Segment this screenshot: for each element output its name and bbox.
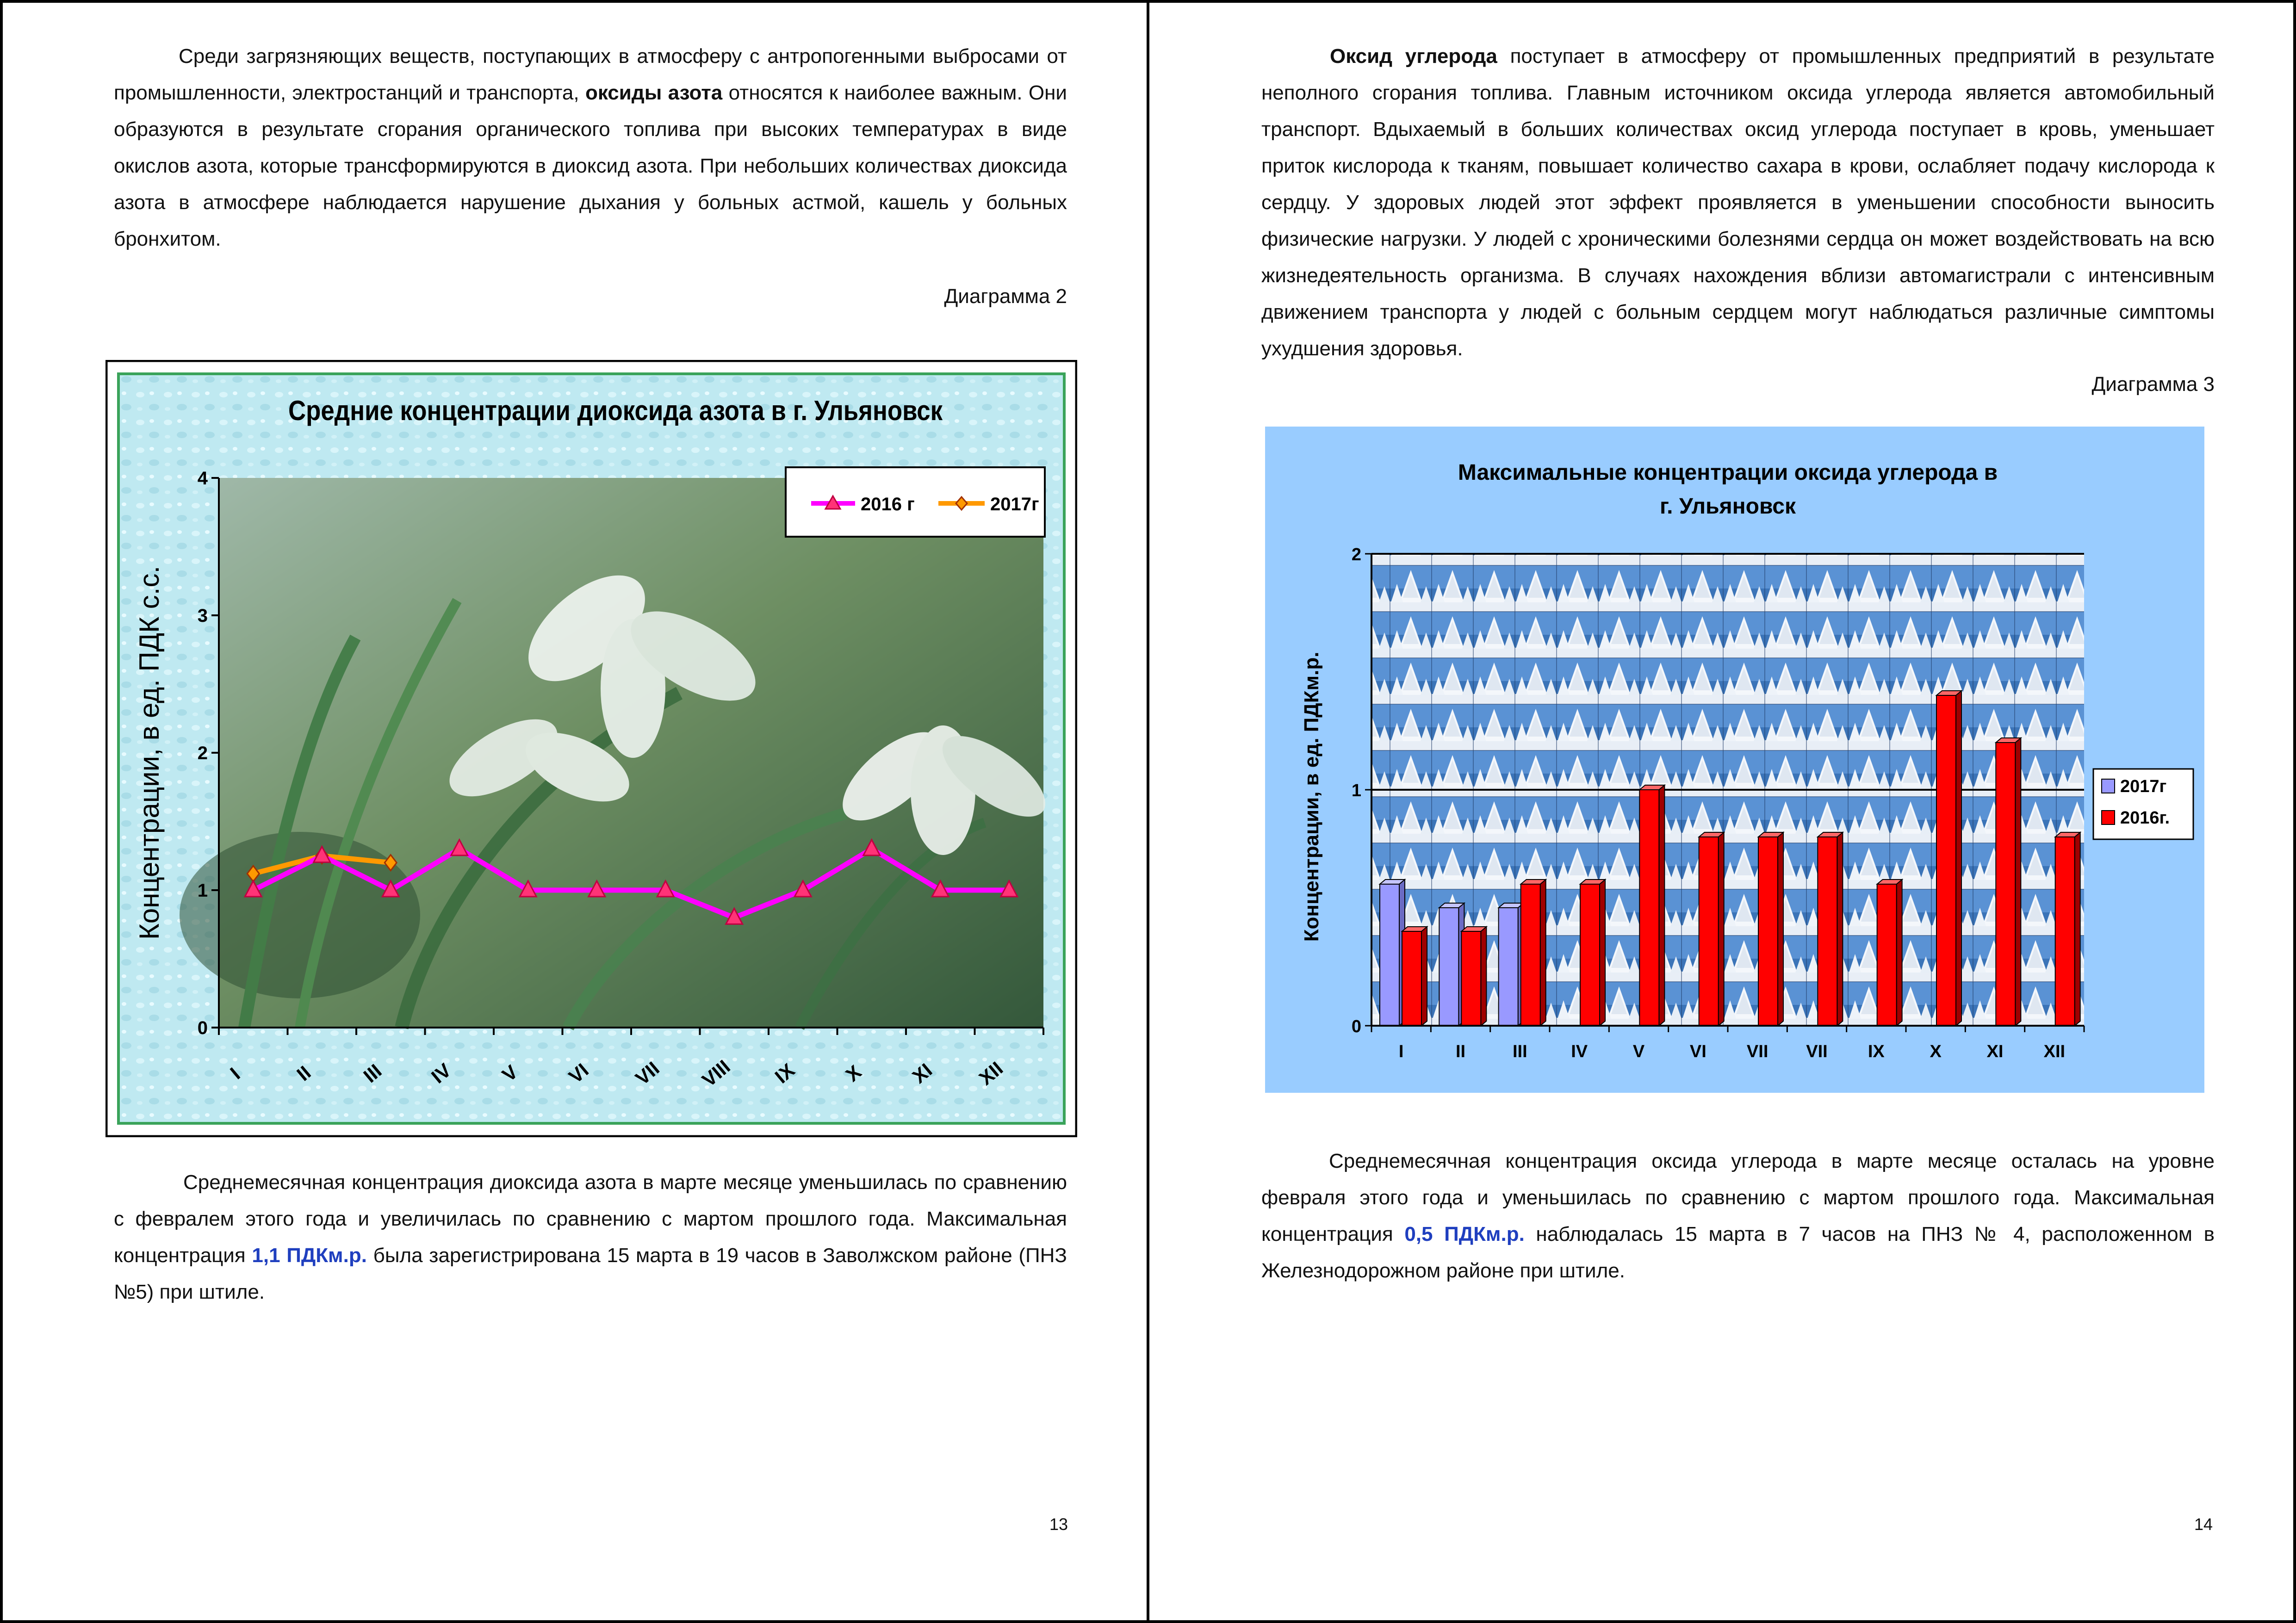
chart3-x-tick-label: VII [1746, 1042, 1769, 1061]
chart3-x-tick-label: VII [1806, 1042, 1828, 1061]
chart2-legend [786, 467, 1045, 537]
chart2-y-tick-label: 3 [197, 606, 208, 626]
no2-line-chart [105, 360, 1077, 1137]
chart2-x-tick-label: X [841, 1060, 866, 1086]
chart3-x-tick-label: I [1398, 1042, 1404, 1061]
chart3-x-tick-label: XII [2043, 1042, 2066, 1061]
chart2-x-tick-label: IV [427, 1059, 455, 1088]
no2-max-concentration: 1,1 ПДКм.р. [252, 1244, 367, 1267]
co-max-concentration: 0,5 ПДКм.р. [1404, 1223, 1525, 1245]
chart3-bar-2016 [1996, 738, 2021, 1026]
chart3-bar-2016 [1936, 691, 1961, 1026]
diagram-2-caption: Диаграмма 2 [944, 285, 1067, 308]
chart3-y-tick-label: 2 [1351, 545, 1361, 564]
chart3-bar-2016 [1758, 832, 1783, 1026]
page-number-14: 14 [2194, 1515, 2213, 1534]
chart2-x-tick-label: XI [908, 1059, 937, 1088]
chart3-x-tick-label: XI [1986, 1042, 2004, 1061]
chart2-y-axis-label: Концентрации, в ед. ПДК с.с. [134, 565, 165, 940]
bold-term-carbon-monoxide: Оксид углерода [1330, 45, 1497, 68]
chart3-bar-2016 [1699, 832, 1724, 1026]
chart2-x-tick-label: II [292, 1061, 315, 1085]
chart3-bar-2016 [1818, 832, 1843, 1026]
legend-2016-label: 2016 г [861, 494, 915, 514]
chart2-x-tick-label: VI [565, 1059, 593, 1088]
chart3-bar-2017 [1499, 903, 1524, 1026]
chart3-bar-2016 [1461, 927, 1486, 1026]
chart3-x-tick-label: IV [1571, 1042, 1588, 1061]
chart3-x-tick-label: VI [1689, 1042, 1706, 1061]
legend-2016-label: 2016г. [2120, 808, 2170, 828]
chart3-bar-2016 [1402, 927, 1427, 1026]
legend-2017-label: 2017г [990, 494, 1039, 514]
chart2-plot-area [180, 467, 1058, 1028]
legend-2016-swatch [2102, 811, 2115, 824]
chart2-x-tick-label: I [226, 1063, 244, 1084]
no2-march-paragraph: Среднемесячная концентрация диоксида азота в марте месяце уменьшилась по сравнению с февралем этого года и увеличилась по сравнению с мартом прошлого года. Максимальная концентрация 1,1 ПДКм.р. была зарегистрирована 15 марта в 19 часов в Заволжском районе (ПНЗ №5) при штиле. [114, 1171, 1067, 1303]
chart2-y-tick-label: 2 [197, 743, 208, 763]
co-march-paragraph: Среднемесячная концентрация оксида углерода в марте месяце осталась на уровне февраля этого года и уменьшилась по сравнению с мартом прошлого года. Максимальная концентрация 0,5 ПДКм.р. наблюдалась 15 марта в 7 часов на ПНЗ № 4, расположенном в Железнодорожном районе при штиле. [1261, 1150, 2215, 1282]
chart2-x-tick-label: V [498, 1060, 522, 1086]
diagram-3-caption: Диаграмма 3 [2091, 373, 2215, 396]
chart2-y-tick-label: 4 [197, 468, 208, 489]
chart2-title: Средние концентрации диоксида азота в г. Ульяновск [288, 395, 943, 426]
chart2-x-tick-label: VII [631, 1057, 664, 1090]
chart3-x-tick-label: V [1632, 1042, 1645, 1061]
chart3-x-tick-label: IX [1868, 1042, 1885, 1061]
chart3-bar-2017 [1380, 880, 1405, 1026]
chart3-x-tick-label: II [1455, 1042, 1466, 1061]
chart3-y-tick-label: 1 [1351, 781, 1361, 800]
chart3-x-tick-label: X [1930, 1042, 1942, 1061]
legend-2017-label: 2017г [2120, 777, 2167, 796]
co-intro-paragraph: Оксид углерода поступает в атмосферу от промышленных предприятий в результате неполного сгорания топлива. Главным источником оксида углерода является автомобильный транспорт. Вдыхаемый в больших количествах оксид углерода поступает в кровь, уменьшает приток кислорода к тканям, повышает количество сахара в крови, ослабляет подачу кислорода к сердцу. У здоровых людей этот эффект проявляется в уменьшении способности выносить физические нагрузки. У людей с хроническими болезнями сердца он может воздействовать на всю жизнедеятельность организма. В случаях нахождения вблизи автомагистрали с интенсивным движением транспорта у людей с больным сердцем могут наблюдаться различные симптомы ухудшения здоровья. [1261, 45, 2215, 360]
chart3-y-axis-label: Концентрации, в ед. ПДКм.р. [1300, 651, 1323, 942]
chart3-bar-2016 [1877, 880, 1902, 1026]
chart3-title-line2: г. Ульяновск [1659, 494, 1796, 519]
chart3-title-line1: Максимальные концентрации оксида углерода в [1458, 460, 1998, 485]
chart2-x-tick-label: III [359, 1059, 386, 1087]
chart3-x-tick-label: III [1512, 1042, 1527, 1061]
chart2-y-tick-label: 1 [197, 880, 208, 901]
chart3-bar-2016 [1639, 785, 1664, 1026]
chart2-y-tick-label: 0 [197, 1018, 208, 1038]
chart3-legend [2093, 769, 2193, 839]
co-bar-chart [1265, 427, 2204, 1093]
chart2-x-tick-label: VIII [698, 1055, 734, 1091]
chart3-bar-2016 [1521, 880, 1546, 1026]
page-number-13: 13 [1049, 1515, 1068, 1534]
bold-term-nitrogen-oxides: оксиды азота [585, 81, 723, 104]
page-14 [1147, 0, 2296, 1623]
chart2-x-tick-label: IX [770, 1059, 799, 1088]
chart3-y-tick-label: 0 [1351, 1017, 1361, 1036]
legend-2017-swatch [2102, 779, 2115, 793]
chart3-bar-2017 [1439, 903, 1464, 1026]
chart3-bar-2016 [1580, 880, 1605, 1026]
no2-intro-paragraph: Среди загрязняющих веществ, поступающих в атмосферу с антропогенными выбросами от промышленности, электростанций и транспорта, оксиды азота относятся к наиболее важным. Они образуются в результате сгорания органического топлива при высоких температурах в виде окислов азота, которые трансформируются в диоксид азота. При небольших количествах диоксида азота в атмосфере наблюдается нарушение дыхания у больных астмой, кашель у больных бронхитом. [114, 45, 1067, 250]
chart2-x-tick-label: XII [974, 1057, 1007, 1090]
chart3-bar-2016 [2055, 832, 2080, 1026]
